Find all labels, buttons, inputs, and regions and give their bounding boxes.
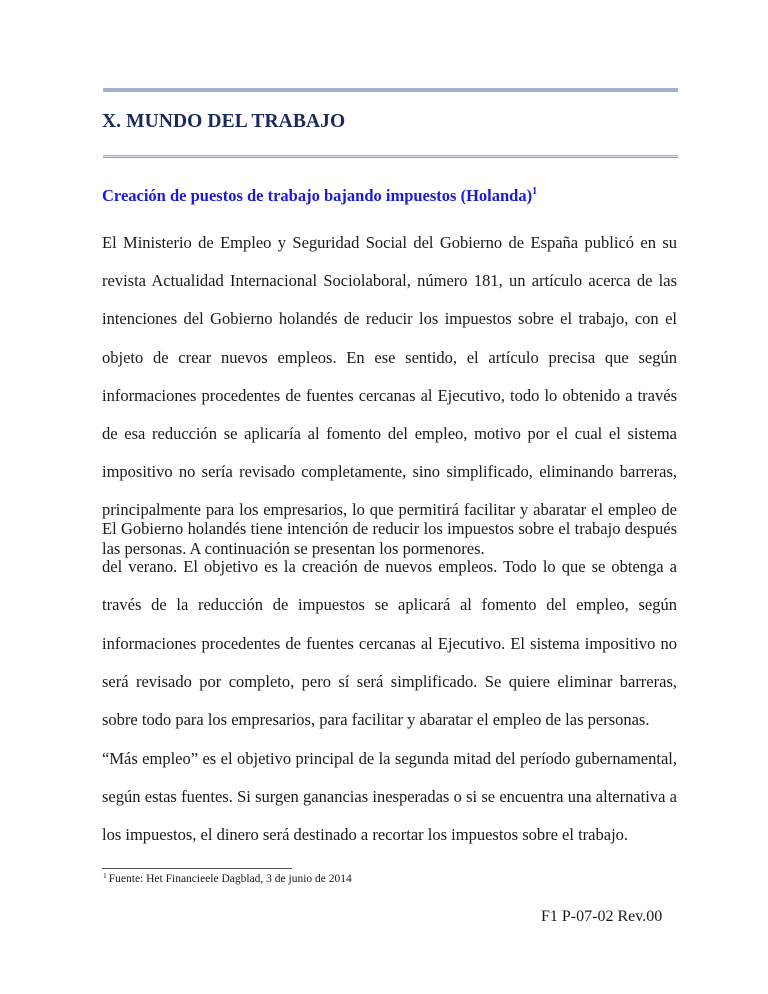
footnote-text: Fuente: Het Financieele Dagblad, 3 de junio de 2014 — [108, 873, 352, 885]
body-paragraph-1: El Ministerio de Empleo y Seguridad Social del Gobierno de España publicó en su revista Actualidad Internacional Sociolaboral, número 181, un artículo acerca de las intenciones del Gobierno holandés de reducir los impuestos sobre el trabajo, con el objeto de crear nuevos empleos. En ese sentido, el artículo precisa que según informaciones procedentes de fuentes cercanas al Ejecutivo, todo lo obtenido a través de esa reducción se aplicaría al fomento del empleo, motivo por el cual el sistema impositivo no sería revisado completamente, sino simplificado, eliminando barreras, principalmente para los empresarios, lo que permitirá facilitar y abaratar el empleo de las personas. A continuación se presentan los pormenores. — [102, 233, 677, 558]
section-title-text: Creación de puestos de trabajo bajando impuestos (Holanda) — [102, 186, 533, 205]
section-title — [102, 186, 537, 206]
bottom-divider-rule — [103, 155, 678, 158]
chapter-title: X. MUNDO DEL TRABAJO — [102, 111, 346, 132]
footnote-reference[interactable]: 1 — [532, 186, 538, 197]
document-footer-code: F1 P-07-02 Rev.00 — [541, 908, 663, 925]
body-paragraph-2: El Gobierno holandés tiene intención de reducir los impuestos sobre el trabajo después del verano. El objetivo es la creación de nuevos empleos. Todo lo que se obtenga a través de la reducción de impuestos se aplicará al fomento del empleo, según informaciones procedentes de fuentes cercanas al Ejecutivo. El sistema impositivo no será revisado por completo, pero sí será simplificado. Se quiere eliminar barreras, sobre todo para los empresarios, para facilitar y abaratar el empleo de las personas. — [102, 519, 677, 730]
footnote-number: 1 — [103, 871, 107, 880]
footnote — [103, 873, 352, 885]
footnote-separator — [102, 868, 292, 869]
top-divider-rule — [103, 88, 678, 92]
body-paragraph-3: “Más empleo” es el objetivo principal de la segunda mitad del período gubernamental, según estas fuentes. Si surgen ganancias inesperadas o si se encuentra una alternativa a los impuestos, el dinero será destinado a recortar los impuestos sobre el trabajo. — [102, 749, 677, 845]
